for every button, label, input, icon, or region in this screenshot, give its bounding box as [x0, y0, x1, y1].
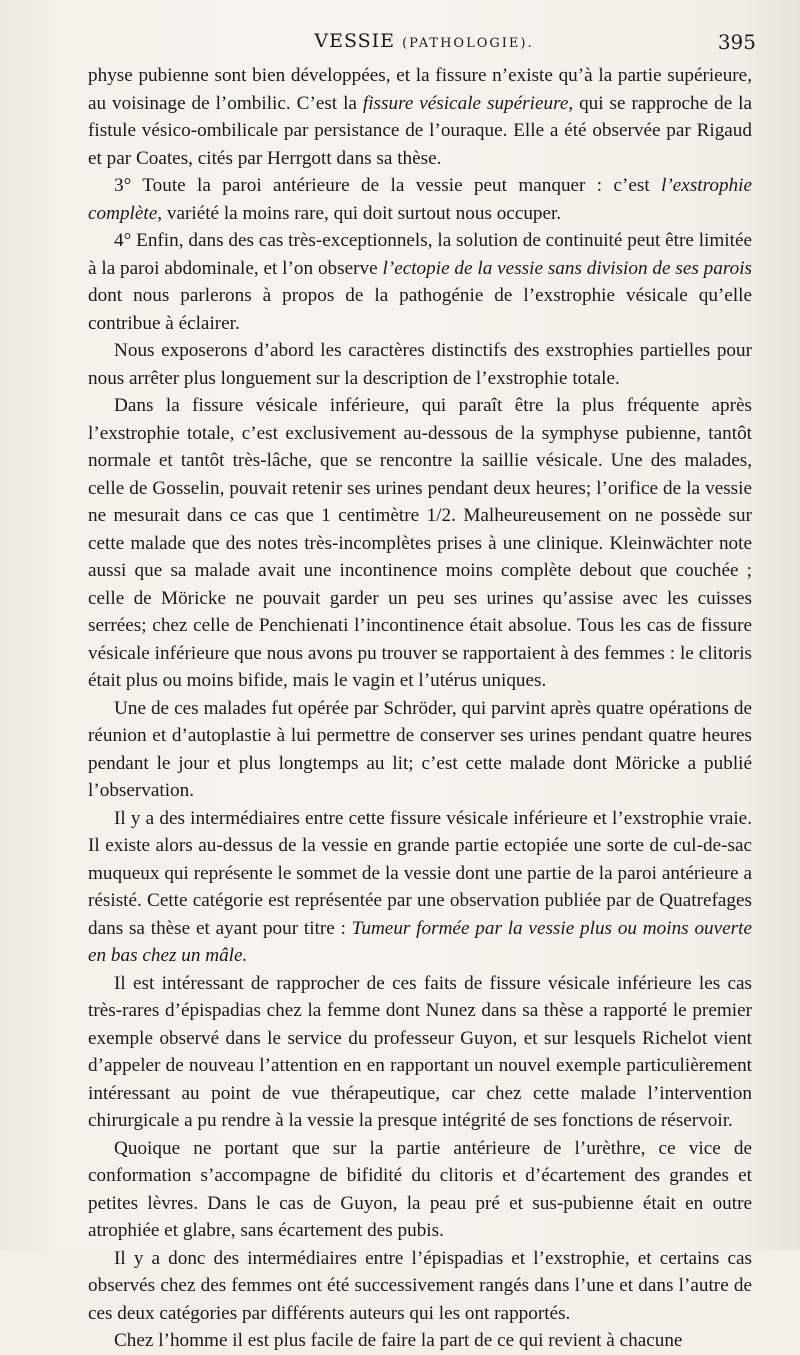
text-run: qui se rapproche de la fistule vésico-ombilicale par persistance de l’ouraque. Elle a été observée par Rigaud et par Coates, cités par Herrgott dans sa thèse. — [88, 92, 752, 169]
paragraph-p5 — [88, 392, 752, 695]
paragraph-p1 — [88, 62, 752, 172]
text-run: 4° Enfin, dans des cas très-exceptionnels, la solution de continuité peut être limitée à la paroi abdominale, et l’on observe — [88, 230, 752, 279]
italic-phrase: Tumeur formée par la vessie plus ou moins ouverte en bas chez un mâle. — [88, 917, 752, 966]
running-title-sub: (PATHOLOGIE). — [402, 36, 534, 51]
paragraph-p10 — [88, 1245, 752, 1328]
paragraph-p2 — [88, 172, 752, 227]
text-run: Chez l’homme il est plus facile de faire la part de ce qui revient à chacune — [114, 1330, 683, 1351]
text-run: Nous exposerons d’abord les caractères distinctifs des exstrophies partielles pour nous arrêter plus longuement sur la description de l’exstrophie totale. — [88, 340, 752, 389]
text-run: Quoique ne portant que sur la partie antérieure de l’urèthre, ce vice de conformation s’accompagne de bifidité du clitoris et d’écartement des grandes et petites lèvres. Dans le cas de Guyon, la peau pré et sus-pubienne était en outre atrophiée et glabre, sans écartement des pubis. — [88, 1137, 752, 1241]
paragraph-p8 — [88, 970, 752, 1135]
text-run: dont nous parlerons à propos de la pathogénie de l’exstrophie vésicale qu’elle contribue à éclairer. — [88, 285, 752, 334]
paragraph-p11 — [88, 1327, 752, 1355]
italic-phrase: l’exstrophie complète, — [88, 175, 752, 224]
paragraph-p6 — [88, 695, 752, 805]
italic-phrase: l’ectopie de la vessie sans division de ses parois — [382, 257, 752, 279]
running-title — [92, 30, 756, 52]
body-text — [88, 62, 752, 1355]
text-run: Il y a donc des intermédiaires entre l’épispadias et l’exstrophie, et certains cas observés chez des femmes ont été successivement rangés dans l’une et dans l’autre de ces deux catégories par différents auteurs qui les ont rapportés. — [88, 1247, 752, 1324]
italic-phrase: fissure vésicale supérieure, — [362, 92, 574, 114]
text-run: Il est intéressant de rapprocher de ces faits de fissure vésicale inférieure les cas très-rares d’épispadias chez la femme dont Nunez dans sa thèse a rapporté le premier exemple observé dans le service du professeur Guyon, et sur lesquels Richelot vient d’appeler de nouveau l’attention en en rapportant un nouvel exemple particulièrement intéressant au point de vue thérapeutique, car chez cette malade l’intervention chirurgicale a pu rendre à la vessie la presque intégrité de ses fonctions de réservoir. — [88, 972, 752, 1131]
paragraph-p4 — [88, 337, 752, 392]
paragraph-p7 — [88, 805, 752, 970]
page-number: 395 — [717, 30, 756, 54]
text-run: Dans la fissure vésicale inférieure, qui paraît être la plus fréquente après l’exstrophie totale, c’est exclusivement au-dessous de la symphyse pubienne, tantôt normale et tantôt très-lâche, que se rencontre la saillie vésicale. Une des malades, celle de Gosselin, pouvait retenir ses urines pendant deux heures; l’orifice de la vessie ne mesurait dans ce cas que 1 centimètre 1/2. Malheureusement on ne possède sur cette malade que des notes très-incomplètes prises à une clinique. Kleinwächter note aussi que sa malade avait une incontinence moins complète debout que couchée ; celle de Möricke ne pouvait garder un peu ses urines qu’assise avec les cuisses serrées; chez celle de Penchienati l’incontinence était absolue. Tous les cas de fissure vésicale inférieure que nous avons pu trouver se rapportaient à des femmes : le clitoris était plus ou moins bifide, mais le vagin et l’utérus uniques. — [88, 395, 752, 691]
text-run: 3° Toute la paroi antérieure de la vessie peut manquer : c’est — [114, 175, 662, 196]
running-header — [92, 30, 756, 58]
text-run: Une de ces malades fut opérée par Schröder, qui parvint après quatre opérations de réunion et d’autoplastie à lui permettre de conserver ses urines pendant quatre heures pendant le jour et plus longtemps au lit; c’est cette malade dont Möricke a publié l’observation. — [88, 697, 752, 801]
paragraph-p3 — [88, 227, 752, 337]
text-run: physe pubienne sont bien développées, et la fissure n’existe qu’à la partie supérieure, au voisinage de l’ombilic. C’est la — [88, 65, 752, 114]
text-run: Il y a des intermédiaires entre cette fissure vésicale inférieure et l’exstrophie vraie. Il existe alors au-dessus de la vessie en grande partie ectopiée une sorte de cul-de-sac muqueux qui représente le sommet de la vessie dont une partie de la paroi antérieure a résisté. Cette catégorie est représentée par une observation publiée par de Quatrefages dans sa thèse et ayant pour titre : — [88, 807, 752, 939]
text-run: variété la moins rare, qui doit surtout nous occuper. — [162, 202, 562, 224]
paragraph-p9 — [88, 1135, 752, 1245]
running-title-main: VESSIE — [314, 30, 396, 52]
